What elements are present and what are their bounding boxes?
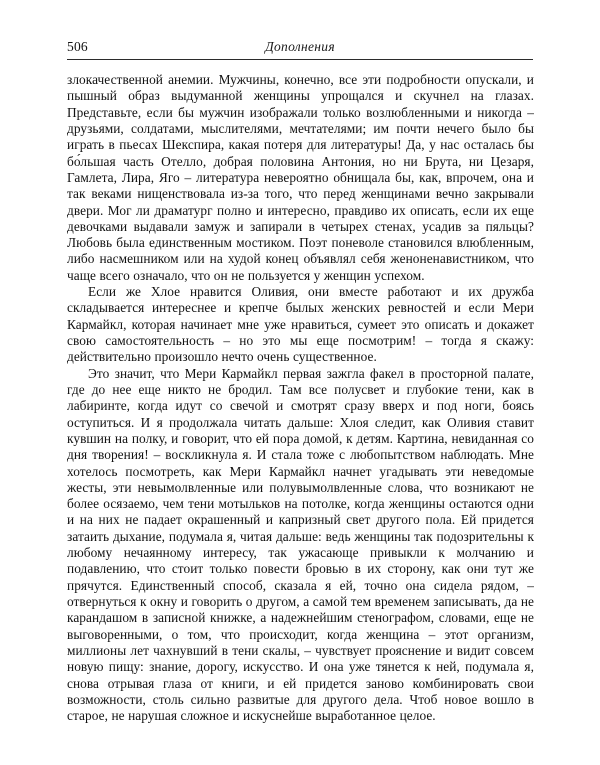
running-head-title: Дополнения (265, 39, 335, 54)
header-divider-rule (67, 59, 533, 60)
paragraph: Если же Хлое нравится Оливия, они вместе работают и их дружба складывается интереснее и крепче былых женских ревностей и если Мери Кармайкл, которая начинает мне уже нравиться, сумеет это описать и докажет свою самостоятельность – но это мы еще посмотрим! – тогда я скажу: действительно произошло нечто очень существенное. (67, 284, 534, 365)
body-text-block (67, 72, 534, 725)
paragraph: Это значит, что Мери Кармайкл первая зажгла факел в просторной палате, где до нее еще никто не бродил. Там все полусвет и глубокие тени, как в лабиринте, когда идут со свечой и смотрят сразу вверх и под ноги, боясь оступиться. И я продолжала читать дальше: Хлоя следит, как Оливия ставит кувшин на полку, и говорит, что ей пора домой, к детям. Картина, невиданная со дня творения! – воскликнула я. И стала тоже с любопытством наблюдать. Мне хотелось посмотреть, как Мери Кармайкл начнет угадывать эти неведомые жесты, эти невымолвленные или полувымолвленные слова, что возникают не более осязаемо, чем тени мотыльков на потолке, когда женщины остаются одни и на них не падает окрашенный и капризный свет другого пола. Ей придется затаить дыхание, подумала я, читая дальше: ведь женщины так подозрительны к любому нечаянному интересу, так ужасающе привыкли к молчанию и подавлению, что стоит только повести бровью в их сторону, как они тут же прячутся. Единственный способ, сказала я ей, точно она сидела рядом, – отвернуться к окну и говорить о другом, а самой тем временем записывать, да не карандашом в записной книжке, а надежнейшим стенографом, словами, еще не выговоренными, о том, что происходит, когда женщина – этот организм, миллионы лет чахнувший в тени скалы, – чувствует прояснение и видит совсем новую пищу: знание, дорогу, искусство. И она уже тянется к ней, подумала я, снова отрывая глаза от книги, и ей придется заново комбинировать свои возможности, столь сильно развитые для другого дела. Чтоб новое вошло в старое, не нарушая сложное и искуснейше выработанное целое. (67, 365, 534, 724)
page-number: 506 (67, 39, 88, 54)
running-head (67, 38, 533, 60)
paragraph: злокачественной анемии. Мужчины, конечно, все эти подробности опускали, и пышный образ выдуманной женщины упрощался и скучнел на глазах. Представьте, если бы мужчин изображали только возлюбленными и никогда – друзьями, солдатами, мыслителями, мечтателями; им почти нечего было бы играть в пьесах Шекспира, какая потеря для литературы! Да, у нас осталась бы бо́льшая часть Отелло, добрая половина Антония, но ни Брута, ни Цезаря, Гамлета, Лира, Яго – литература невероятно обнищала бы, как, впрочем, она и так веками нищенствовала из-за того, что перед женщинами вечно закрывали двери. Мог ли драматург полно и интересно, правдиво их описать, если их еще девочками выдавали замуж и запирали в четырех стенах, усадив за пяльцы? Любовь была единственным мостиком. Поэт поневоле становился влюбленным, либо насмешником или на худой конец объявлял себя женоненавистником, что чаще всего означало, что он не пользуется у женщин успехом. (67, 72, 534, 283)
